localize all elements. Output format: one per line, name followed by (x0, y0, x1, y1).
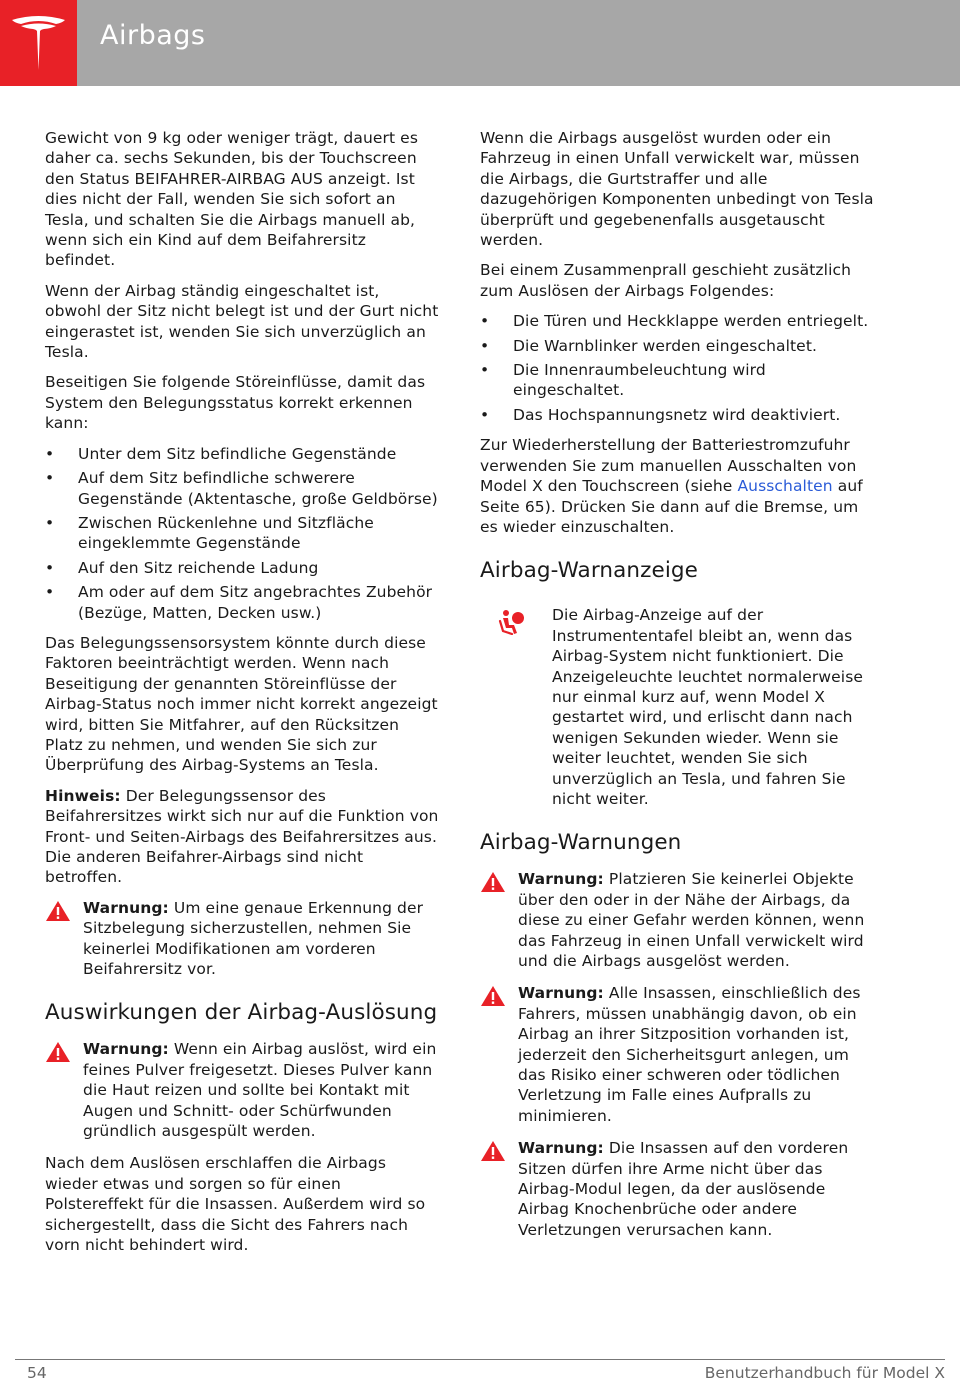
page-number: 54 (27, 1364, 47, 1382)
ausschalten-link[interactable]: Ausschalten (737, 477, 833, 496)
paragraph: Gewicht von 9 kg oder weniger trägt, dauert es daher ca. sechs Sekunden, bis der Touchscreen den Status BEIFAHRER-AIRBAG AUS anzeigt. Ist dies nicht der Fall, wenden Sie sich sofort an Tesla, und schalten Sie die Airbags manuell ab, wenn sich ein Kind auf dem Beifahrersitz befindet. (45, 129, 418, 270)
paragraph: Wenn der Airbag ständig eingeschaltet ist, obwohl der Sitz nicht belegt ist und der Gurt nicht eingerastet ist, wenden Sie sich unverzüglich an Tesla. (45, 281, 439, 362)
section-heading: Airbag-Warnanzeige (480, 558, 698, 584)
airbag-warning-light-icon (497, 609, 525, 635)
left-column (45, 128, 440, 1266)
indicator-text: Die Airbag-Anzeige auf der Instrumententafel bleibt an, wenn das Airbag-System nicht funktioniert. Die Anzeigeleuchte leuchtet normalerweise nur einmal kurz auf, wenn Model X gestartet wird, und erlischt dann nach wenigen Sekunden wieder. Wenn sie weiter leuchtet, wenden Sie sich unverzüglich an Tesla, und fahren Sie nicht weiter. (552, 606, 864, 808)
page-header (0, 0, 960, 86)
right-column (480, 128, 880, 1252)
footer-divider (15, 1359, 945, 1360)
section-heading: Airbag-Warnungen (480, 830, 682, 856)
list-item: • Das Hochspannungsnetz wird deaktiviert. (480, 405, 880, 425)
warning-label: Warnung: (518, 870, 604, 889)
warning-text: Die Insassen auf den vorderen Sitzen dürfen ihre Arme nicht über das Airbag-Modul legen, da der auslösende Airbag Knochenbrüche oder andere Verletzungen verursachen kann. (518, 1139, 849, 1239)
collision-list (480, 311, 880, 425)
paragraph-text: Zur Wiederherstellung der Batteriestromzufuhr verwenden Sie zum manuellen Ausschalten von Model X den Touchscreen (siehe (480, 436, 857, 496)
list-item: • Die Warnblinker werden eingeschaltet. (480, 336, 880, 356)
warning-text: Platzieren Sie keinerlei Objekte über den oder in der Nähe der Airbags, da diese zu einer Gefahr werden können, wenn das Fahrzeug in einen Unfall verwickelt wird und die Airbags ausgelöst werden. (518, 870, 865, 970)
list-item: • Auf dem Sitz befindliche schwerere Gegenstände (Aktentasche, große Geldbörse) (45, 468, 440, 509)
warning-text: Wenn ein Airbag auslöst, wird ein feines Pulver freigesetzt. Dieses Pulver kann die Haut reizen und sollte bei Kontakt mit Augen und Schnitt- oder Schürfwunden gründlich ausgespült werden. (83, 1040, 437, 1141)
footer-text: Benutzerhandbuch für Model X (704, 1364, 945, 1382)
note-text: Der Belegungssensor des Beifahrersitzes wirkt sich nur auf die Funktion von Front- und Seiten-Airbags des Beifahrersitzes aus. Die anderen Beifahrer-Airbags sind nicht betroffen. (45, 786, 439, 887)
paragraph: Nach dem Auslösen erschlaffen die Airbags wieder etwas und sorgen so für einen Polstereffekt für die Insassen. Außerdem wird so sichergestellt, dass die Sicht des Fahrers nach vorn nicht behindert wird. (45, 1154, 426, 1255)
warning-icon (480, 871, 506, 893)
warning-label: Warnung: (518, 984, 604, 1003)
paragraph: Bei einem Zusammenprall geschieht zusätzlich zum Auslösen der Airbags Folgendes: (480, 261, 852, 300)
list-item: • Unter dem Sitz befindliche Gegenstände (45, 444, 440, 464)
paragraph: Beseitigen Sie folgende Störeinflüsse, damit das System den Belegungsstatus korrekt erkennen kann: (45, 373, 426, 433)
list-item: • Am oder auf dem Sitz angebrachtes Zubehör (Bezüge, Matten, Decken usw.) (45, 582, 440, 623)
note-label: Hinweis: (45, 786, 121, 805)
warning-block (480, 983, 880, 1126)
page-title: Airbags (100, 20, 206, 51)
tesla-logo (0, 0, 77, 86)
note (45, 786, 440, 888)
list-item: • Die Innenraumbeleuchtung wird eingeschaltet. (480, 360, 880, 401)
airbag-indicator-block (480, 605, 880, 809)
warning-icon (45, 1041, 71, 1063)
warning-text: Alle Insassen, einschließlich des Fahrers, müssen unabhängig davon, ob ein Airbag an ihrer Sitzposition vorhanden ist, jederzeit den Sicherheitsgurt anlegen, um das Risiko einer schweren oder tödlichen Verletzung im Falle eines Aufpralls zu minimieren. (518, 984, 861, 1125)
warning-icon (45, 900, 71, 922)
section-heading: Auswirkungen der Airbag-Auslösung (45, 1000, 438, 1026)
warning-label: Warnung: (518, 1139, 604, 1158)
paragraph (480, 435, 880, 537)
paragraph-text: auf Seite 65). Drücken Sie dann auf die Bremse, um es wieder einzuschalten. (480, 477, 863, 536)
list-item: • Auf den Sitz reichende Ladung (45, 558, 440, 578)
warning-text: Um eine genaue Erkennung der Sitzbelegung sicherzustellen, nehmen Sie keinerlei Modifikationen am vorderen Beifahrersitz vor. (83, 898, 424, 979)
warning-block (45, 898, 440, 980)
warning-block (45, 1039, 440, 1141)
interference-list (45, 444, 440, 623)
paragraph: Wenn die Airbags ausgelöst wurden oder ein Fahrzeug in einen Unfall verwickelt war, müssen die Airbags, die Gurtstraffer und alle dazugehörigen Komponenten unbedingt von Tesla überprüft und gegebenenfalls ausgetauscht werden. (480, 129, 874, 250)
warning-label: Warnung: (83, 1040, 169, 1059)
list-item: • Zwischen Rückenlehne und Sitzfläche eingeklemmte Gegenstände (45, 513, 440, 554)
warning-label: Warnung: (83, 898, 169, 917)
warning-block (480, 1138, 880, 1240)
warning-icon (480, 1140, 506, 1162)
warning-icon (480, 985, 506, 1007)
list-item: • Die Türen und Heckklappe werden entriegelt. (480, 311, 880, 331)
warning-block (480, 869, 880, 971)
tesla-logo-icon (10, 14, 67, 74)
paragraph: Das Belegungssensorsystem könnte durch diese Faktoren beeinträchtigt werden. Wenn nach Beseitigung der genannten Störeinflüsse der Airbag-Status noch immer nicht korrekt angezeigt wird, bitten Sie Mitfahrer, auf den Rücksitzen Platz zu nehmen, und wenden Sie sich zur Überprüfung des Airbag-Systems an Tesla. (45, 633, 438, 775)
